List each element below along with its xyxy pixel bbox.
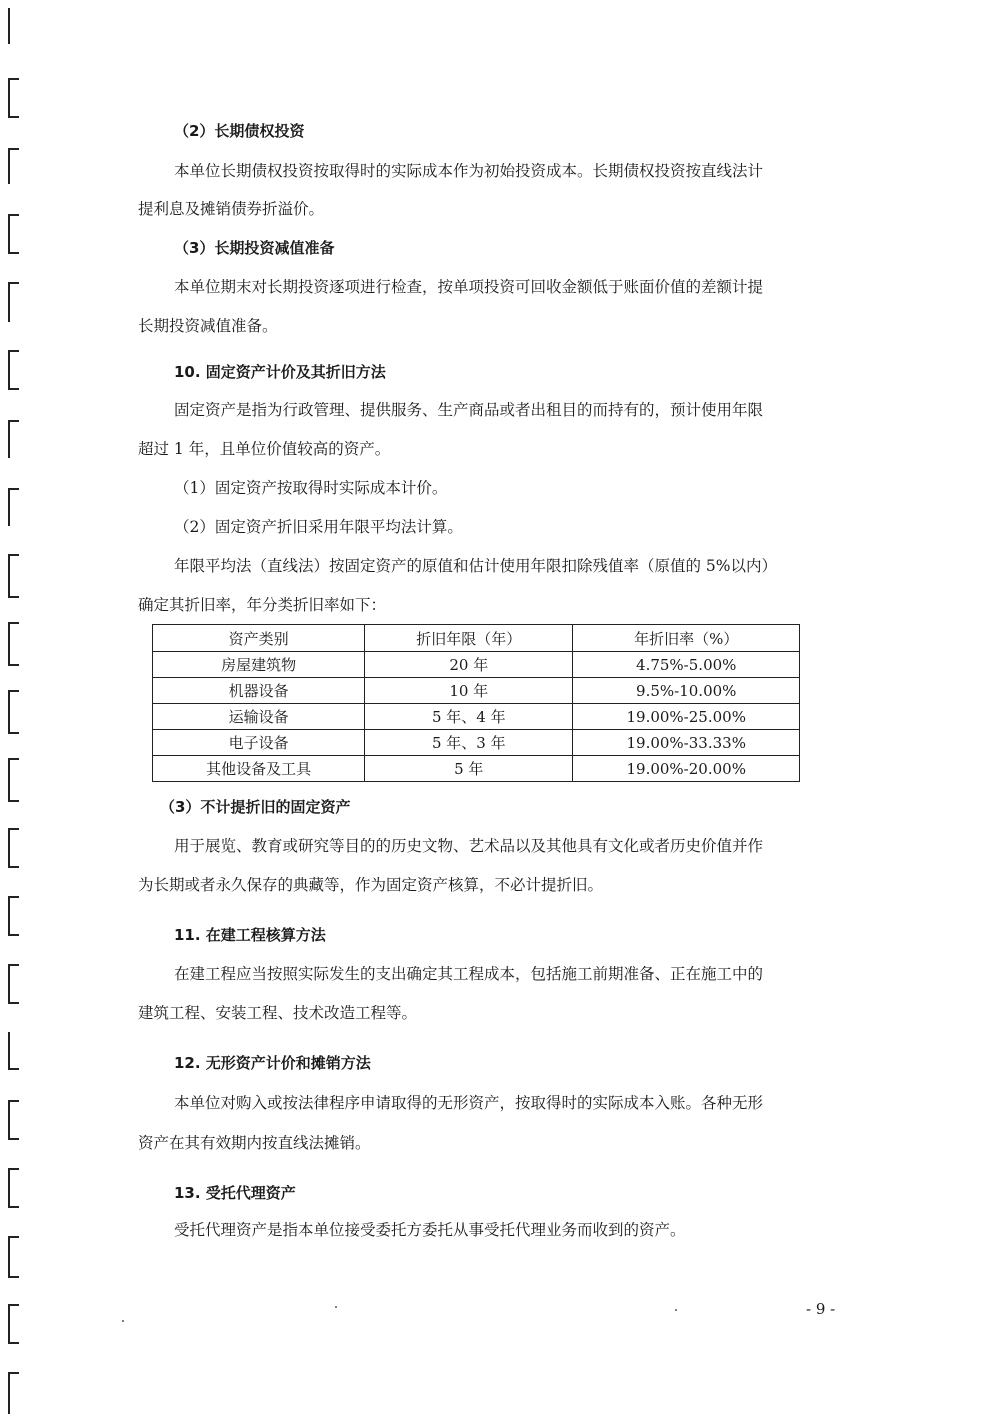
binding-mark	[8, 1168, 19, 1208]
table-row	[153, 678, 800, 704]
table-cell: 5 年、3 年	[365, 730, 573, 756]
table-cell: 其他设备及工具	[153, 756, 365, 782]
paragraph-line: 超过 1 年，且单位价值较高的资产。	[138, 440, 391, 458]
paragraph-line: 固定资产是指为行政管理、提供服务、生产商品或者出租目的而持有的，预计使用年限	[174, 401, 764, 419]
table-row	[153, 652, 800, 678]
binding-marks	[0, 0, 40, 1415]
binding-mark	[8, 690, 19, 734]
paragraph-line: （2）固定资产折旧采用年限平均法计算。	[174, 518, 463, 536]
scan-speck	[335, 1306, 337, 1308]
table-cell: 运输设备	[153, 704, 365, 730]
paragraph-line: 为长期或者永久保存的典藏等，作为固定资产核算，不必计提折旧。	[138, 876, 604, 894]
paragraph-line: 本单位期末对长期投资逐项进行检查，按单项投资可回收金额低于账面价值的差额计提	[174, 278, 764, 296]
scan-speck	[122, 1320, 124, 1322]
section-heading-long-term-bond: （2）长期债权投资	[174, 122, 305, 140]
table-row	[153, 704, 800, 730]
depreciation-rate-table	[152, 624, 800, 782]
table-cell: 19.00%-20.00%	[573, 756, 800, 782]
paragraph-line: 建筑工程、安装工程、技术改造工程等。	[138, 1004, 418, 1022]
section-heading-impairment: （3）长期投资减值准备	[174, 239, 335, 257]
paragraph-line: 确定其折旧率，年分类折旧率如下：	[138, 596, 387, 614]
binding-mark	[8, 1372, 19, 1414]
paragraph-line: 长期投资减值准备。	[138, 317, 278, 335]
binding-mark	[8, 758, 19, 802]
table-cell: 19.00%-25.00%	[573, 704, 800, 730]
table-cell: 10 年	[365, 678, 573, 704]
binding-mark	[8, 554, 19, 598]
paragraph-line: 提利息及摊销债券折溢价。	[138, 200, 325, 218]
table-cell: 19.00%-33.33%	[573, 730, 800, 756]
section-heading-no-depreciation: （3）不计提折旧的固定资产	[160, 798, 351, 816]
table-header-cell: 年折旧率（%）	[573, 625, 800, 652]
binding-mark	[8, 214, 19, 254]
binding-mark	[8, 622, 19, 666]
table-row	[153, 730, 800, 756]
paragraph-line: 用于展览、教育或研究等目的的历史文物、艺术品以及其他具有文化或者历史价值并作	[174, 837, 764, 855]
binding-mark	[8, 896, 19, 936]
scan-speck	[675, 1309, 677, 1311]
page-number: - 9 -	[806, 1300, 836, 1318]
table-cell: 电子设备	[153, 730, 365, 756]
binding-mark	[8, 282, 19, 322]
table-cell: 机器设备	[153, 678, 365, 704]
paragraph-line: 本单位对购入或按法律程序申请取得的无形资产，按取得时的实际成本入账。各种无形	[174, 1094, 764, 1112]
table-cell: 20 年	[365, 652, 573, 678]
section-heading-construction: 11. 在建工程核算方法	[174, 926, 326, 944]
table-header-cell: 资产类别	[153, 625, 365, 652]
section-heading-intangible: 12. 无形资产计价和摊销方法	[174, 1054, 371, 1072]
binding-mark	[8, 1100, 19, 1140]
table-header-cell: 折旧年限（年）	[365, 625, 573, 652]
table-row	[153, 756, 800, 782]
table-header-row	[153, 625, 800, 652]
binding-mark	[8, 964, 19, 1004]
binding-mark	[8, 488, 19, 526]
table-cell: 9.5%-10.00%	[573, 678, 800, 704]
binding-mark	[8, 148, 19, 184]
table-cell: 房屋建筑物	[153, 652, 365, 678]
binding-mark	[8, 828, 19, 868]
binding-mark	[8, 1304, 19, 1344]
paragraph-line: 受托代理资产是指本单位接受委托方委托从事受托代理业务而收到的资产。	[174, 1221, 686, 1239]
binding-mark	[8, 420, 19, 458]
binding-mark	[8, 8, 19, 44]
binding-mark	[8, 350, 19, 390]
paragraph-line: 在建工程应当按照实际发生的支出确定其工程成本，包括施工前期准备、正在施工中的	[174, 965, 764, 983]
paragraph-line: （1）固定资产按取得时实际成本计价。	[174, 479, 448, 497]
section-heading-fixed-assets: 10. 固定资产计价及其折旧方法	[174, 363, 386, 381]
table-cell: 5 年	[365, 756, 573, 782]
binding-mark	[8, 1032, 19, 1070]
binding-mark	[8, 78, 19, 118]
paragraph-line: 本单位长期债权投资按取得时的实际成本作为初始投资成本。长期债权投资按直线法计	[174, 162, 764, 180]
paragraph-line: 年限平均法（直线法）按固定资产的原值和估计使用年限扣除残值率（原值的 5%以内）	[174, 557, 778, 575]
table-cell: 4.75%-5.00%	[573, 652, 800, 678]
table-cell: 5 年、4 年	[365, 704, 573, 730]
paragraph-line: 资产在其有效期内按直线法摊销。	[138, 1134, 371, 1152]
binding-mark	[8, 1236, 19, 1278]
section-heading-entrusted: 13. 受托代理资产	[174, 1184, 296, 1202]
